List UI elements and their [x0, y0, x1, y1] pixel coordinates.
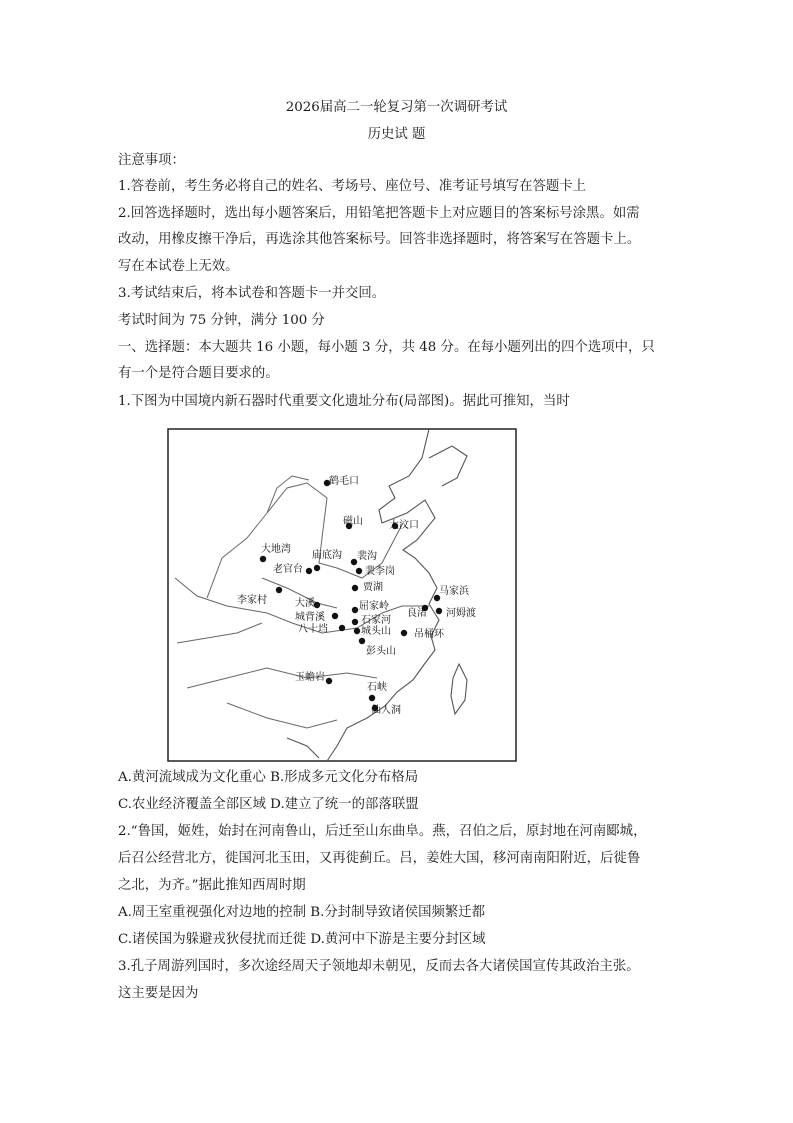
site-label: 老官台: [273, 564, 303, 575]
site-label: 裴沟: [357, 551, 377, 562]
exam-time: 考试时间为 75 分钟，满分 100 分: [118, 313, 325, 328]
site-marker: [359, 638, 365, 644]
site-label: 城头山: [361, 626, 391, 637]
site-label: 磁山: [343, 516, 363, 527]
question-2-line-3: 之北，为齐。”据此推知西周时期: [118, 878, 306, 893]
site-label: 庙底沟: [312, 550, 342, 561]
exam-subject: 历史试 题: [367, 127, 426, 142]
site-label: 鹤毛口: [329, 476, 359, 487]
question-1-options-cd: C.农业经济覆盖全部区域 D.建立了统一的部落联盟: [118, 797, 419, 812]
site-label: 贾湖: [363, 582, 383, 593]
section-heading-line-2: 有一个是符合题目要求的。: [118, 366, 279, 381]
site-label: 吊桶环: [414, 629, 444, 640]
site-label: 马家浜: [439, 586, 469, 597]
site-marker: [352, 585, 358, 591]
site-marker: [314, 565, 320, 571]
site-label: 大汶口: [389, 520, 419, 531]
site-label: 城背溪: [295, 612, 325, 623]
site-marker: [306, 568, 312, 574]
question-2-options-cd: C.诸侯国为躲避戎狄侵扰而迁徙 D.黄河中下游是主要分封区域: [118, 932, 486, 947]
site-marker: [326, 678, 332, 684]
site-label: 屈家岭: [359, 601, 389, 612]
site-label: 裴李岗: [365, 566, 395, 577]
site-label: 良渚: [407, 608, 427, 619]
site-label: 八十垱: [298, 624, 328, 635]
site-label: 李家村: [237, 595, 267, 606]
site-marker: [260, 556, 266, 562]
neolithic-sites-map: [167, 428, 517, 762]
instruction-item-2-line-2: 改动，用橡皮擦干净后，再选涂其他答案标号。回答非选择题时，将答案写在答题卡上。: [118, 232, 641, 247]
instruction-item-3: 3.考试结束后，将本试卷和答题卡一并交回。: [118, 286, 386, 301]
question-3-line-1: 3.孔子周游列国时，多次途经周天子领地却未朝见，反而去各大诸侯国宣传其政治主张。: [118, 959, 640, 974]
exam-title: 2026届高二一轮复习第一次调研考试: [285, 100, 508, 115]
question-3-line-2: 这主要是因为: [118, 986, 199, 1001]
section-heading-line-1: 一、选择题：本大题共 16 小题，每小题 3 分，共 48 分。在每小题列出的四个选项中，只: [118, 340, 655, 355]
site-label: 河姆渡: [446, 608, 476, 619]
instruction-item-2-line-1: 2.回答选择题时，选出每小题答案后，用铅笔把答题卡上对应题目的答案标号涂黑。如需: [118, 206, 640, 221]
instruction-item-2-line-3: 写在本试卷上无效。: [118, 259, 239, 274]
question-1-options-ab: A.黄河流域成为文化重心 B.形成多元文化分布格局: [118, 770, 419, 785]
instruction-item-1: 1.答卷前，考生务必将自己的姓名、考场号、座位号、准考证号填写在答题卡上: [118, 179, 587, 194]
site-marker: [352, 619, 358, 625]
site-marker: [356, 568, 362, 574]
site-marker: [352, 607, 358, 613]
site-marker: [369, 695, 375, 701]
question-2-line-1: 2.“鲁国，姬姓，始封在河南鲁山，后迁至山东曲阜。燕，召伯之后，原封地在河南郾城，: [118, 824, 647, 839]
question-2-options-ab: A.周王室重视强化对边地的控制 B.分封制导致诸侯国频繁迁都: [118, 905, 486, 920]
site-marker: [436, 608, 442, 614]
question-1-stem: 1.下图为中国境内新石器时代重要文化遗址分布(局部图)。据此可推知，当时: [118, 394, 570, 409]
site-label: 仙人洞: [371, 705, 401, 716]
site-label: 石家河: [361, 615, 391, 626]
site-label: 玉蟾岩: [295, 672, 325, 683]
site-marker: [339, 625, 345, 631]
site-marker: [332, 613, 338, 619]
site-marker: [276, 587, 282, 593]
site-marker: [401, 630, 407, 636]
site-label: 大地湾: [261, 544, 291, 555]
site-marker: [354, 628, 360, 634]
site-label: 彭头山: [366, 646, 396, 657]
question-2-line-2: 后召公经营北方，徙国河北玉田，又再徙蓟丘。吕，姜姓大国，移河南南阳附近，后徙鲁: [118, 851, 641, 866]
instructions-heading: 注意事项：: [118, 153, 185, 168]
site-label: 石峡: [367, 682, 387, 693]
site-label: 大溪: [295, 598, 315, 609]
